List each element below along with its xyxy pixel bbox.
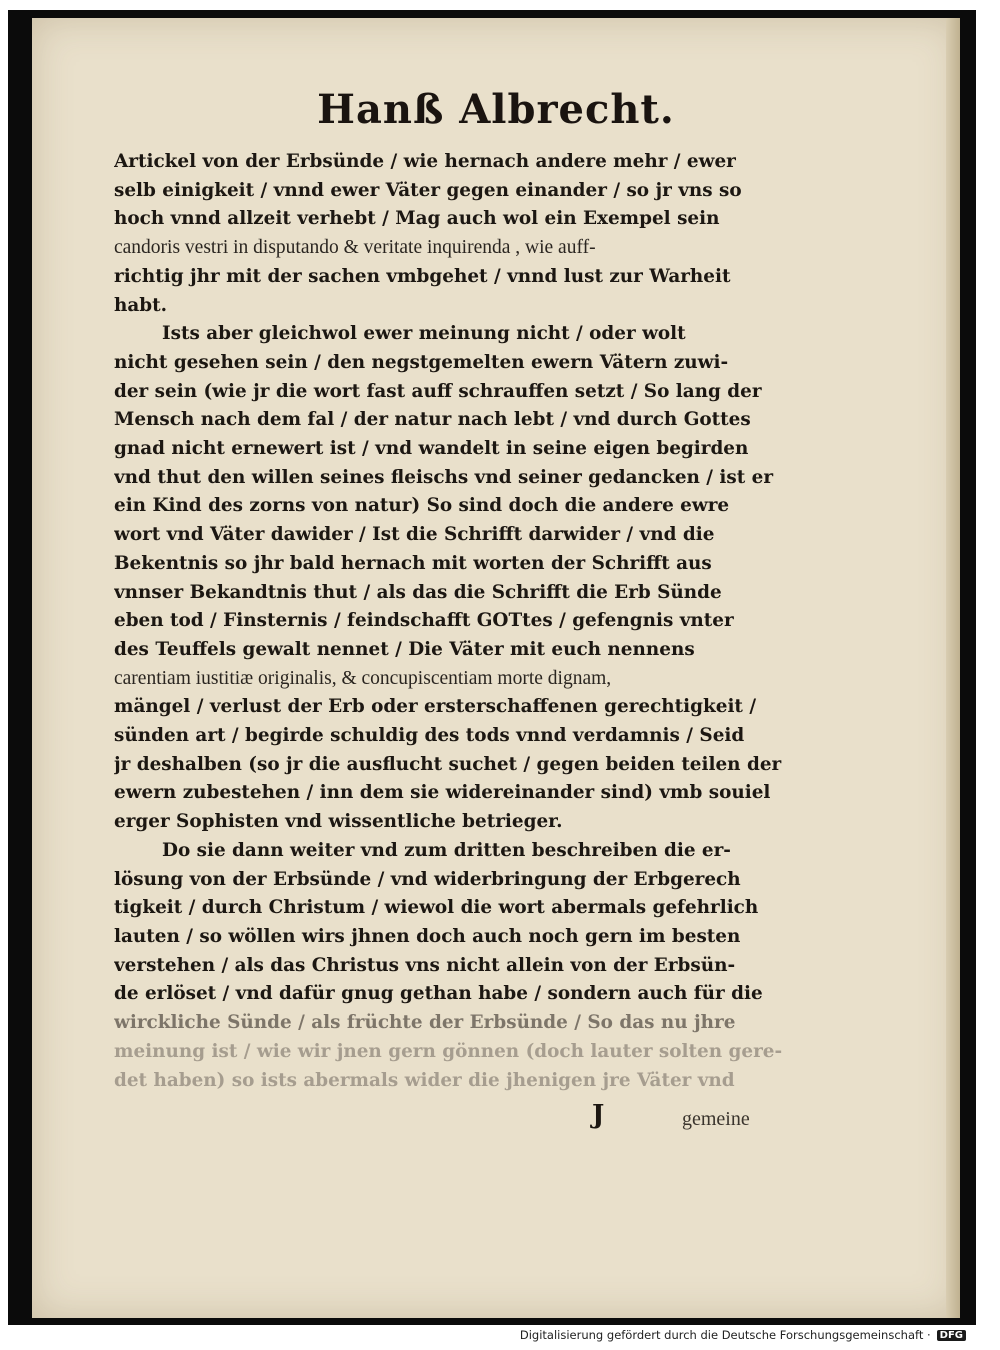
text-line: hoch vnnd allzeit verhebt / Mag auch wol ein Exempel sein [114,208,720,230]
signature-mark: J [592,1100,605,1130]
text-line: de erlöset / vnd dafür gnug gethan habe / sondern auch für die [114,983,763,1005]
text-line: lauten / so wöllen wirs jhnen doch auch noch gern im besten [114,925,741,947]
text-line: jr deshalben (so jr die ausflucht suchet / gegen beiden teilen der [114,753,782,775]
dfg-logo: DFG [937,1330,966,1341]
text-line: wirckliche Sünde / als früchte der Erbsünde / So das nu jhre [114,1012,736,1034]
text-line: richtig jhr mit der sachen vmbgehet / vnnd lust zur Warheit [114,265,731,287]
text-line: verstehen / als das Christus vns nicht allein von der Erbsün- [114,954,736,976]
text-line: ewern zubestehen / inn dem sie widereinander sind) vmb souiel [114,782,771,804]
text-line: selb einigkeit / vnnd ewer Väter gegen einander / so jr vns so [114,179,742,201]
text-line: lösung von der Erbsünde / vnd widerbringung der Erbgerech [114,868,741,890]
text-line: erger Sophisten vnd wissentliche betrieger. [114,811,563,833]
text-line: det haben) so ists abermals wider die jhenigen jre Väter vnd [114,1069,735,1091]
text-line: eben tod / Finsternis / feindschafft GOTtes / gefengnis vnter [114,610,734,632]
text-line: habt. [114,294,168,316]
text-line: meinung ist / wie wir jnen gern gönnen (doch lauter solten gere- [114,1040,783,1062]
catchword: gemeine [682,1108,750,1130]
text-line: wort vnd Väter dawider / Ist die Schrifft darwider / vnd die [114,524,715,546]
text-line: Mensch nach dem fal / der natur nach lebt / vnd durch Gottes [114,409,751,431]
text-line: Bekentnis so jhr bald hernach mit worten der Schrifft aus [114,552,712,574]
running-head: Hanß Albrecht. [317,86,675,133]
text-line: Ists aber gleichwol ewer meinung nicht / oder wolt [162,323,686,345]
text-line: nicht gesehen sein / den negstgemelten ewern Vätern zuwi- [114,351,729,373]
text-line: ein Kind des zorns von natur) So sind doch die andere ewre [114,495,730,517]
text-line: Artickel von der Erbsünde / wie hernach andere mehr / ewer [114,151,736,172]
footer-credit-text: Digitalisierung gefördert durch die Deutsche Forschungsgemeinschaft · [519,1328,931,1342]
page-edge [946,18,960,1318]
text-line: candoris vestri in disputando & veritate inquirenda , wie auff- [114,237,596,259]
body-text [114,148,814,1095]
text-line: vnd thut den willen seines fleischs vnd seiner gedancken / ist er [114,466,774,488]
text-line: carentiam iustitiæ originalis, & concupiscentiam morte dignam, [114,667,612,689]
text-line: der sein (wie jr die wort fast auff schrauffen setzt / So lang der [114,380,762,402]
text-line: des Teuffels gewalt nennet / Die Väter mit euch nennens [114,638,695,660]
text-line: gnad nicht ernewert ist / vnd wandelt in seine eigen begirden [114,438,749,460]
book-page [32,18,960,1318]
text-line: sünden art / begirde schuldig des tods vnnd verdamnis / Seid [114,725,745,747]
footer-credit [520,1328,966,1342]
text-line: vnnser Bekandtnis thut / als das die Schrifft die Erb Sünde [114,581,722,603]
scan-frame [8,10,976,1325]
text-line: Do sie dann weiter vnd zum dritten beschreiben die er- [162,839,731,861]
text-line: tigkeit / durch Christum / wiewol die wort abermals gefehrlich [114,897,759,919]
text-line: mängel / verlust der Erb oder ersterschaffenen gerechtigkeit / [114,696,757,718]
